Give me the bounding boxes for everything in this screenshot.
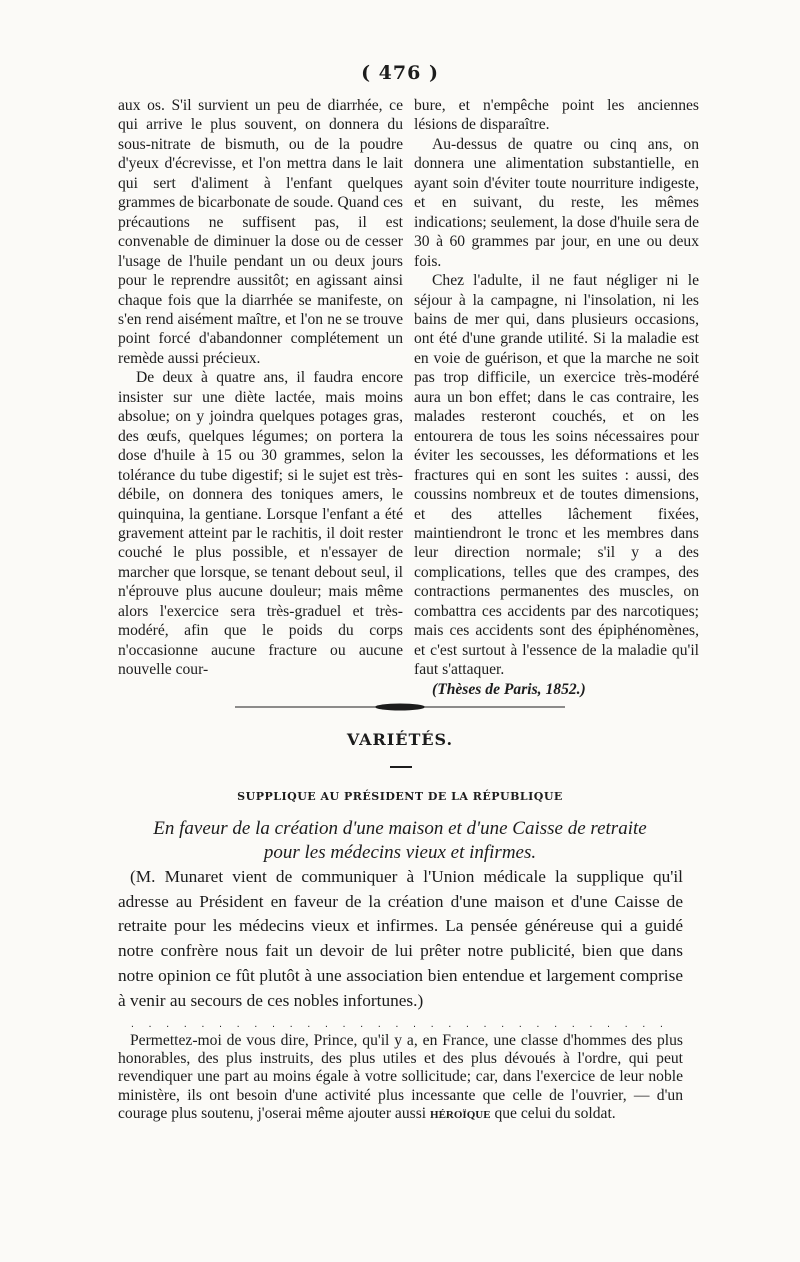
italic-title-line: pour les médecins vieux et infirmes.	[263, 842, 537, 863]
paragraph: Chez l'adulte, il ne faut négliger ni le séjour à la campagne, ni l'insolation, ni les bains de mer qui, dans plusieurs occasions, ont été d'une grande utilité. Si la maladie est en voie de guérison, et que la marche ne soit pas trop difficile, un exercice très-modéré aura un bon effet; dans le cas contraire, les malades resteront couchés, et on les entourera de tous les soins nécessaires pour éviter les secousses, les déformations et les fractures qui en sont les suites : aussi, des coussins nombreux et de toutes dimensions, et des attelles lâchement fixées, maintiendront le tronc et les membres dans leur direction normale; s'il y a des complications, telles que des crampes, des contractions permanentes des muscles, on combattra ces accidents par des narcotiques; mais ces accidents sont des épiphénomènes, et c'est surtout à l'essence de la maladie qu'il faut s'attaquer.	[414, 272, 699, 679]
intro-paragraph: (M. Munaret vient de communiquer à l'Union médicale la supplique qu'il adresse au Président en faveur de la création d'une maison et d'une Caisse de retraite pour les médecins vieux et infirmes. La pensée généreuse qui a guidé notre confrère nous fait un devoir de lui prêter notre publicité, bien que dans notre opinion ce fût plutôt à une association bien entendue et largement comprise à venir au secours de ces nobles infortunes.)	[118, 867, 683, 1010]
section-title: VARIÉTÉS.	[346, 730, 454, 749]
right-column	[414, 96, 699, 699]
article-subtitle: SUPPLIQUE AU PRÉSIDENT DE LA RÉPUBLIQUE	[237, 790, 563, 803]
page-number: ( 476 )	[361, 62, 439, 84]
paragraph: Au-dessus de quatre ou cinq ans, on donnera une alimentation substantielle, en ayant soin d'éviter toute nourriture indigeste, et en suivant, du reste, les mêmes indications; seulement, la dose d'huile sera de 30 à 60 grammes par jour, en une ou deux fois.	[414, 135, 699, 270]
letter-text-part: que celui du soldat.	[494, 1104, 616, 1122]
paragraph: bure, et n'empêche point les anciennes lésions de disparaître.	[414, 97, 699, 134]
letter-text	[118, 1032, 683, 1123]
paragraph: De deux à quatre ans, il faudra encore insister sur une diète lactée, mais moins absolue; on y joindra quelques potages gras, des œufs, quelques légumes; on portera la dose d'huile à 15 ou 30 grammes, selon la tolérance du tube digestif; si le sujet est très-débile, on donnera des toniques amers, le quinquina, la gentiane. Lorsque l'enfant a été gravement atteint par le rachitis, il doit rester couché le plus possible, et n'essayer de marcher que lorsque, se tenant debout seul, il n'éprouve plus aucune douleur; mais même alors l'exercice sera très-graduel et très-modéré, afin que le poids du corps n'occasionne aucune fracture ou aucune nouvelle cour-	[118, 369, 403, 679]
left-column	[118, 96, 403, 680]
ornamental-rule	[235, 702, 565, 712]
letter-text-part: Permettez-moi de vous dire, Prince, qu'il y a, en France, une classe d'hommes des plus honorables, des plus instruits, des plus utiles et des plus dévoués à l'ordre, qui peut revendiquer une part au moins égale à votre sollicitude; car, dans l'exercice de leur noble ministère, ils ont besoin d'une activité plus incessante que celle de l'ouvrier, — d'un courage plus soutenu, j'oserai même ajouter aussi	[118, 1032, 683, 1122]
source-citation: (Thèses de Paris, 1852.)	[432, 680, 586, 698]
emphasis-word: héroïque	[430, 1104, 491, 1122]
article-italic-title	[120, 817, 680, 865]
letter-paragraph	[118, 1032, 683, 1123]
paragraph: aux os. S'il survient un peu de diarrhée, ce qui arrive le plus souvent, on donnera du sous-nitrate de bismuth, ou de la poudre d'yeux d'écrevisse, et l'on mettra dans le lait qui sert d'aliment à l'enfant quelques grammes de bicarbonate de soude. Quand ces précautions ne suffisent pas, il est convenable de diminuer la dose ou de cesser l'usage de l'huile pendant un ou deux jours pour le reprendre aussitôt; en agissant ainsi chaque fois que la diarrhée se manifeste, on s'en rend aisément maître, et l'on ne se trouve point forcé d'abandonner complétement un remède aussi précieux.	[118, 97, 403, 367]
divider	[390, 766, 412, 768]
italic-title-line: En faveur de la création d'une maison et d'une Caisse de retraite	[153, 818, 647, 839]
intro-note	[118, 865, 683, 1013]
ellipsis-dots: . . . . . . . . . . . . . . . . . . . . . . . . . . . . . . .	[130, 1020, 668, 1028]
